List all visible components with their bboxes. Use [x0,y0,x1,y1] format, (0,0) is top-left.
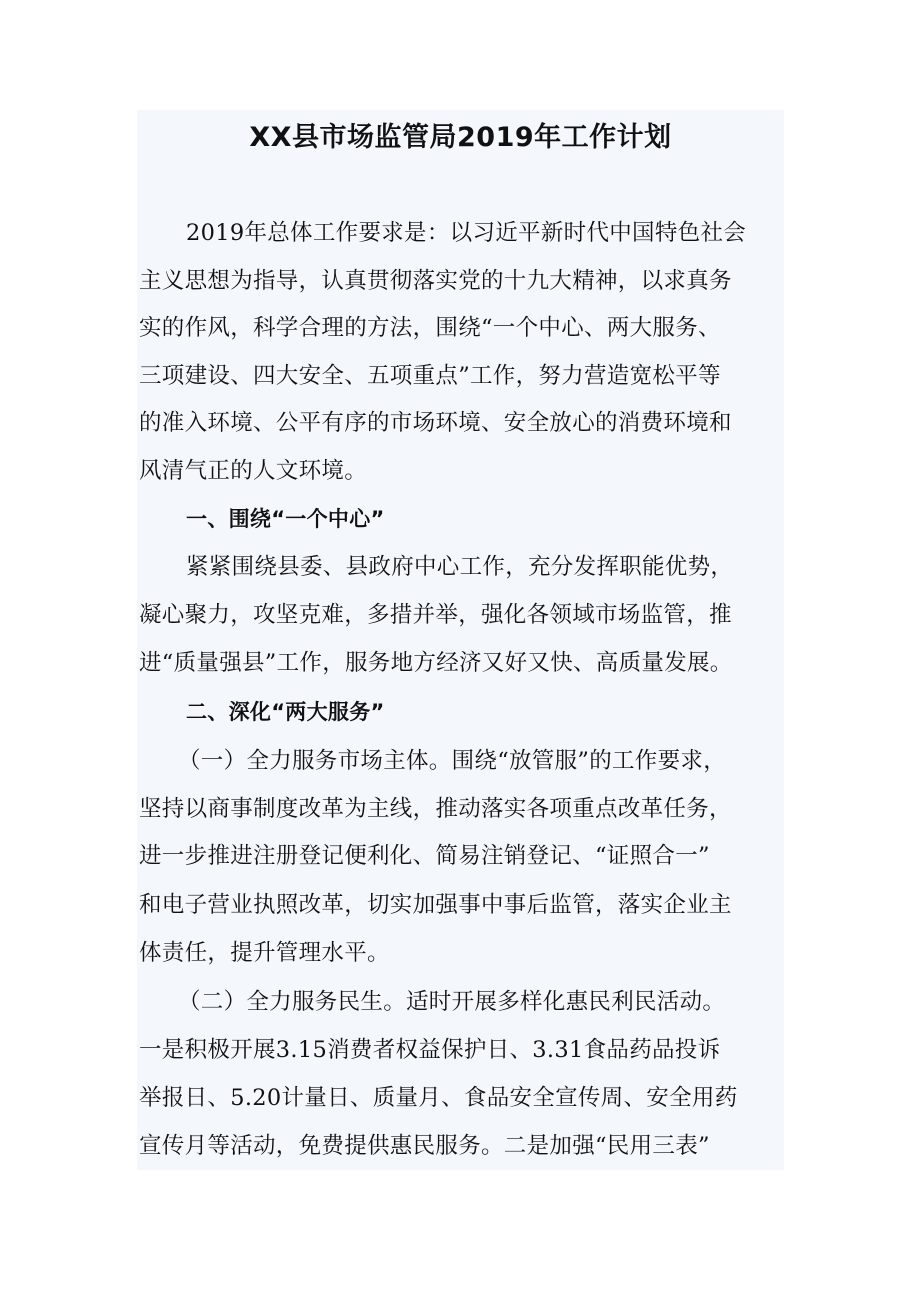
paragraph-line: 宣传月等活动，免费提供惠民服务。二是加强“民用三表” [139,1133,710,1159]
paragraph-line: （一）全力服务市场主体。围绕“放管服”的工作要求， [178,748,727,774]
paragraph-line: 坚持以商事制度改革为主线，推动落实各项重点改革任务， [139,796,732,822]
paragraph-line: 进“质量强县”工作，服务地方经济又好又快、高质量发展。 [139,650,733,676]
paragraph-line: 一是积极开展3.15消费者权益保护日、3.31食品药品投诉 [139,1037,721,1063]
paragraph-line: 紧紧围绕县委、县政府中心工作，充分发挥职能优势， [186,554,734,580]
section-heading: 二、深化“两大服务” [186,700,385,724]
paragraph-line: 和电子营业执照改革，切实加强事中事后监管，落实企业主 [139,892,732,918]
paragraph-line: 的准入环境、公平有序的市场环境、安全放心的消费环境和 [139,410,732,436]
paragraph-line: 2019年总体工作要求是：以习近平新时代中国特色社会 [186,220,747,246]
paragraph-line: 实的作风，科学合理的方法，围绕“一个中心、两大服务、 [139,315,721,341]
paragraph-line: 凝心聚力，攻坚克难，多措并举，强化各领域市场监管，推 [139,602,732,628]
paragraph-line: 三项建设、四大安全、五项重点”工作，努力营造宽松平等 [139,363,721,389]
document-title: XX县市场监管局2019年工作计划 [249,122,672,153]
paragraph-line: 体责任，提升管理水平。 [139,940,390,966]
paragraph-line: （二）全力服务民生。适时开展多样化惠民利民活动。 [178,989,726,1015]
paragraph-line: 主义思想为指导，认真贯彻落实党的十九大精神，以求真务 [139,268,732,294]
section-heading: 一、围绕“一个中心” [186,507,385,531]
paragraph-line: 进一步推进注册登记便利化、简易注销登记、“证照合一” [139,843,710,869]
paragraph-line: 风清气正的人文环境。 [139,458,368,484]
paragraph-line: 举报日、5.20计量日、质量月、食品安全宣传周、安全用药 [139,1085,738,1111]
